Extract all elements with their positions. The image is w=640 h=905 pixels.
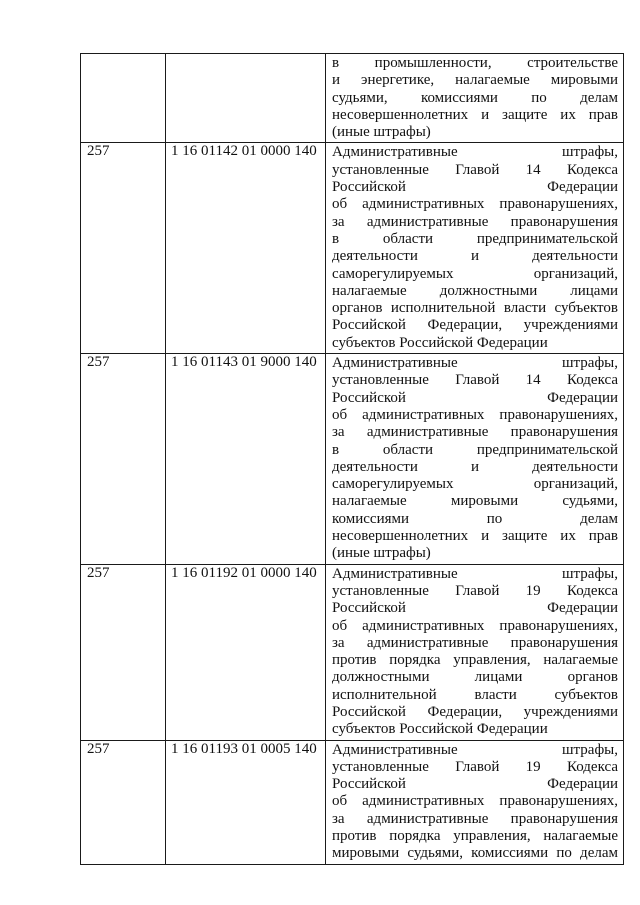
description-line: деятельности и деятельности <box>332 248 618 265</box>
description-line: в промышленности, строительстве <box>332 55 618 71</box>
description-line: установленные Главой 14 Кодекса <box>332 372 618 389</box>
description-line: за административные правонарушения <box>332 634 618 651</box>
kbk-code-cell: 1 16 01142 01 0000 140 <box>166 143 326 354</box>
table-body <box>81 54 624 865</box>
description-line: Российской Федерации <box>332 389 618 406</box>
description-line: комиссиями по делам <box>332 510 618 527</box>
kbk-code-cell <box>166 54 326 143</box>
kbk-code-cell: 1 16 01143 01 9000 140 <box>166 354 326 565</box>
description-line: установленные Главой 14 Кодекса <box>332 161 618 178</box>
description-line: Административные штрафы, <box>332 741 618 758</box>
description-cell <box>326 564 624 740</box>
table-row <box>81 740 624 864</box>
description-line: (иные штрафы) <box>332 545 431 562</box>
description-line: Административные штрафы, <box>332 355 618 372</box>
description-line: об административных правонарушениях, <box>332 617 618 634</box>
description-line: за административные правонарушения <box>332 810 618 827</box>
table-row <box>81 143 624 354</box>
description-cell <box>326 54 624 143</box>
description-line: исполнительной власти субъектов <box>332 686 618 703</box>
description-line: Российской Федерации <box>332 179 618 196</box>
description-line: деятельности и деятельности <box>332 458 618 475</box>
description-line: в области предпринимательской <box>332 230 618 247</box>
admin-code-cell: 257 <box>81 143 166 354</box>
description-line: против порядка управления, налагаемые <box>332 828 618 845</box>
kbk-code-cell: 1 16 01192 01 0000 140 <box>166 564 326 740</box>
description-line: саморегулируемых организаций, <box>332 265 618 282</box>
admin-code-cell: 257 <box>81 564 166 740</box>
description-line: налагаемые мировыми судьями, <box>332 493 618 510</box>
description-line: субъектов Российской Федерации <box>332 721 548 738</box>
kbk-code-cell: 1 16 01193 01 0005 140 <box>166 740 326 864</box>
description-line: мировыми судьями, комиссиями по делам <box>332 845 618 862</box>
table-row <box>81 54 624 143</box>
description-line: налагаемые должностными лицами <box>332 282 618 299</box>
description-line: установленные Главой 19 Кодекса <box>332 758 618 775</box>
description-line: Административные штрафы, <box>332 144 618 161</box>
description-line: Административные штрафы, <box>332 565 618 582</box>
description-line: за административные правонарушения <box>332 424 618 441</box>
admin-code-cell: 257 <box>81 354 166 565</box>
description-line: за административные правонарушения <box>332 213 618 230</box>
description-line: несовершеннолетних и защите их прав <box>332 106 618 123</box>
description-line: об административных правонарушениях, <box>332 406 618 423</box>
description-line: (иные штрафы) <box>332 124 431 141</box>
description-line: и энергетике, налагаемые мировыми <box>332 72 618 89</box>
description-line: Российской Федерации, учреждениями <box>332 703 618 720</box>
description-cell <box>326 354 624 565</box>
table-row <box>81 564 624 740</box>
description-cell <box>326 143 624 354</box>
description-line: Российской Федерации, учреждениями <box>332 317 618 334</box>
description-line: должностными лицами органов <box>332 669 618 686</box>
description-line: об административных правонарушениях, <box>332 196 618 213</box>
description-cell <box>326 740 624 864</box>
description-line: в области предпринимательской <box>332 441 618 458</box>
description-line: об административных правонарушениях, <box>332 793 618 810</box>
description-line: саморегулируемых организаций, <box>332 476 618 493</box>
description-line: Российской Федерации <box>332 776 618 793</box>
budget-codes-table <box>80 53 624 865</box>
admin-code-cell: 257 <box>81 740 166 864</box>
description-line: органов исполнительной власти субъектов <box>332 300 618 317</box>
description-line: судьями, комиссиями по делам <box>332 89 618 106</box>
table-row <box>81 354 624 565</box>
admin-code-cell <box>81 54 166 143</box>
description-line: против порядка управления, налагаемые <box>332 652 618 669</box>
description-line: Российской Федерации <box>332 600 618 617</box>
description-line: установленные Главой 19 Кодекса <box>332 582 618 599</box>
description-line: несовершеннолетних и защите их прав <box>332 528 618 545</box>
description-line: субъектов Российской Федерации <box>332 334 548 351</box>
